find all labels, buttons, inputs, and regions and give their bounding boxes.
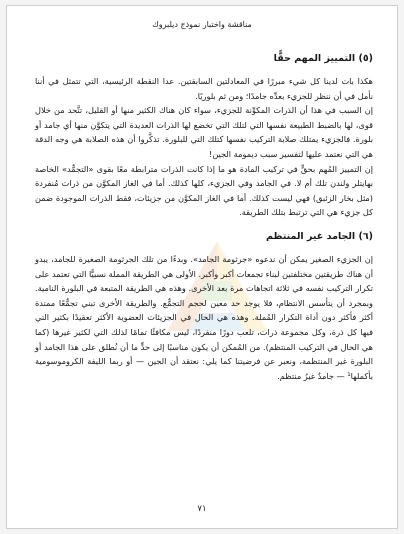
paragraph: هكذا بات لدينا كل شيء مبررًا في المعادلتين السابقتين. عدا النقطة الرئيسية، التي تتمثل في أننا نأمل في أن ننظر للجزيء بعدِّه جامدًا؛ ومن ثم بلوريًا. [35, 76, 373, 101]
page-content [35, 52, 373, 383]
paragraph: إن السبب في هذا أن الذرات المكوِّنة للجزيء، سواء كان هناك الكثير منها أو القليل، تتَّحد من خلال قوى، لها بالضبط الطبيعة نفسها التي لتلك التي تخضع لها الذرات العديدة التي يتكوَّن منها أي جامد أو بلورة. فالجزيء يمتلك صلابة التركيب نفسها كتلك التي للبلورة. تذكَّروا أن هذه الصلابة هي وجه الدقة هي التي نعتمد عليها لتفسير سبب ديمومة الجين! [35, 105, 373, 159]
paragraph: إن التمييز المُهم بحقٍّ في تركيب المادة هو ما إذا كانت الذرات مترابطة معًا بقوى «التجمُّد» الخاصة بهايتلر ولندن تلك أم لا. في الجامد وفي الجزيء، كلها كذلك. أما في الغاز المكوَّن من ذرات مُنفردة (مثل بخار الزئبق) فهي ليست كذلك. أما في الغاز المكوَّن من جزيئات، فقط الذرات الموجودة ضمن كل جزيء هي التي ترتبط بتلك الطريقة. [35, 163, 373, 218]
book-page [6, 5, 398, 529]
section-heading-5: (٥) التمييز المهم حقًّا [273, 53, 373, 64]
page-number: ٧١ [197, 504, 207, 514]
section-spacer [35, 220, 373, 230]
running-header: مناقشة واختبار نموذج ديلبروك [152, 20, 252, 29]
section-heading-6: (٦) الجامد غير المنتظم [266, 230, 373, 242]
paragraph: إن الجزيء الصغير يمكن أن ندعوه «جرثومة الجامد». وبدءًا من تلك الجرثومة الصغيرة للجامد، يبدو أن هناك طريقتين مختلفتين لبناء تجمعات أكبر وأكبر. الأولى هي الطريقة المملة نسبيًّا التي تعتمد على تكرار التركيب نفسه في ثلاثة اتجاهات مرة بعد الأخرى. وهذه هي الطريقة المتبعة في البلورة النامية. وبمجرد أن يتأسس الانتظام، فلا يوجد حد معين لحجم التجمُّع. والطريقة الأخرى تبني تجمُّعًا ممتدة أكثر فأكثر دون أداة التكرار المُملة. وهذه هي الحال في الجزيئات العضوية الأكثر تعقيدًا بكثير التي فيها كل ذرة، وكل مجموعة ذرات، تلعب دورًا منفردًا، ليس مكافئًا تمامًا لذلك التي لكثير غيرها (كما هي الحال في التركيب المنتظم). من المُمكن أن يكون مناسبًا إلى حدٍّ ما أن نُطلق على هذا الجامد أو البلورة غير المنتظمة، ونعبر عن فرضيتنا كما يلي: نعتقد أن الجين — أو ربما الليفة الكروموسومية بأكملها¹ — جامدٌ غيرُ منتظم. [34, 253, 373, 381]
